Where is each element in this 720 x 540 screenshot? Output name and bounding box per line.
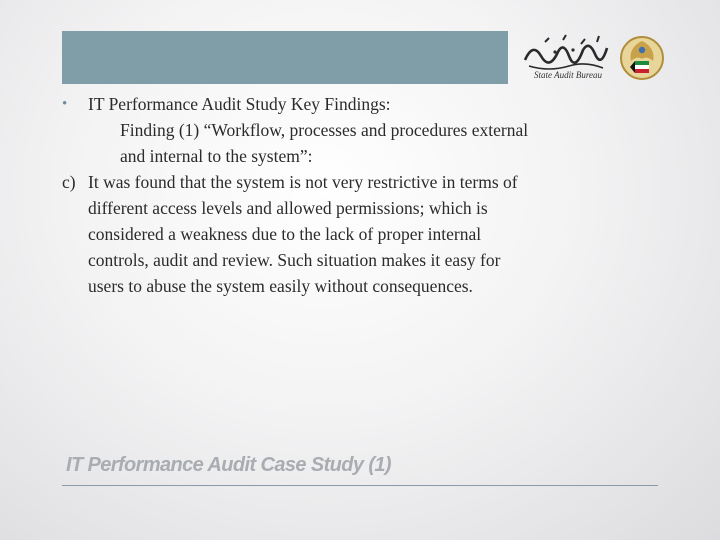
logo-area: [515, 30, 665, 84]
point-label: c): [62, 172, 76, 192]
logo-caption: State Audit Bureau: [534, 70, 602, 80]
point-text: [88, 169, 662, 299]
point-line: users to abuse the system easily without consequences.: [88, 276, 473, 296]
point-line: controls, audit and review. Such situation makes it easy for: [88, 250, 501, 270]
point-line: different access levels and allowed permissions; which is: [88, 198, 488, 218]
bullet-dot-icon: •: [62, 96, 68, 112]
slide-content: [62, 91, 662, 299]
finding-line: and internal to the system”:: [120, 146, 313, 166]
bullet-text: IT Performance Audit Study Key Findings:: [88, 94, 391, 114]
kuwait-emblem-icon: [619, 33, 665, 83]
point-line: considered a weakness due to the lack of proper internal: [88, 224, 482, 244]
header-bar: [62, 31, 508, 84]
point-line: It was found that the system is not very restrictive in terms of: [88, 172, 518, 192]
finding-line: Finding (1) “Workflow, processes and procedures external: [120, 120, 529, 140]
finding-heading: [62, 117, 662, 169]
finding-point-c: [62, 169, 662, 299]
footer-divider: [62, 485, 658, 486]
footer-title: IT Performance Audit Case Study (1): [66, 454, 391, 476]
bullet-item: [62, 91, 662, 117]
